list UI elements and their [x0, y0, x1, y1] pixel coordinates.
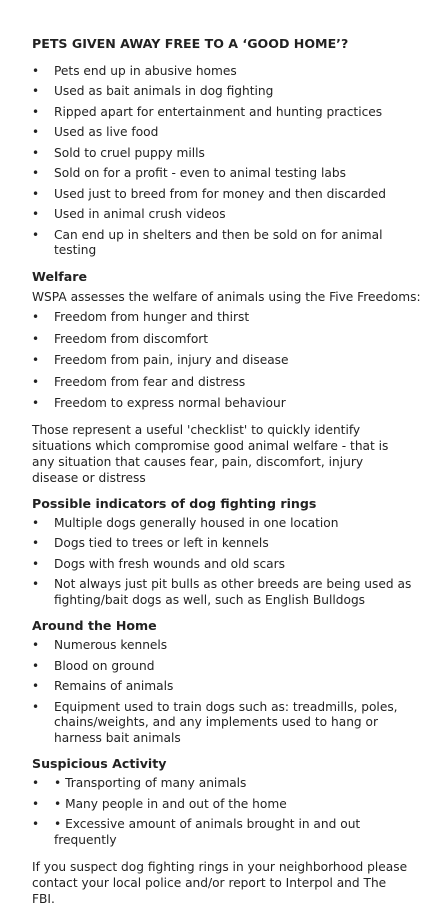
bullet-icon: • — [32, 556, 40, 571]
suspicious-list — [32, 776, 417, 848]
bullet-icon: • — [32, 817, 40, 832]
bullet-icon: • — [32, 207, 40, 222]
bullet-icon: • — [32, 577, 40, 592]
list-item: • Blood on ground — [32, 658, 155, 673]
list-item: • • Many people in and out of the home — [32, 796, 287, 811]
list-item: • Pets end up in abusive homes — [32, 64, 237, 78]
list-item: • Multiple dogs generally housed in one location — [32, 515, 339, 530]
bullet-icon: • — [32, 145, 40, 160]
page-title: PETS GIVEN AWAY FREE TO A ‘GOOD HOME’? — [32, 36, 349, 51]
bullet-icon: • — [32, 515, 40, 530]
bullet-icon: • — [32, 796, 40, 811]
bullet-icon: • — [32, 186, 40, 201]
list-item: • Freedom from discomfort — [32, 331, 209, 346]
list-item: • Not always just pit bulls as other breeds are being used as fighting/bait dogs as well, such as English Bulldogs — [32, 577, 412, 607]
bullet-icon: • — [32, 331, 40, 346]
list-item: • Dogs tied to trees or left in kennels — [32, 536, 269, 551]
bullet-icon: • — [32, 227, 40, 242]
footer-paragraph: If you suspect dog fighting rings in your neighborhood please contact your local police and/or report to Interpol and The FBI. — [32, 859, 408, 906]
list-item: • • Excessive amount of animals brought in and out frequently — [32, 817, 361, 848]
indicators-list — [32, 516, 417, 609]
bullet-icon: • — [32, 353, 40, 368]
bullet-icon: • — [32, 776, 40, 791]
home-list — [32, 638, 417, 746]
five-freedoms-list — [32, 310, 417, 412]
pets-fate-list — [32, 64, 417, 259]
list-item: • Used just to breed from for money and then discarded — [32, 186, 387, 201]
list-item: • Numerous kennels — [32, 638, 168, 653]
list-item: • Used in animal crush videos — [32, 207, 226, 222]
indicators-heading: Possible indicators of dog fighting rings — [32, 495, 317, 511]
bullet-icon: • — [32, 699, 40, 714]
list-item: • Dogs with fresh wounds and old scars — [32, 556, 285, 571]
list-item: • Ripped apart for entertainment and hunting practices — [32, 104, 383, 119]
list-item: • Sold on for a profit - even to animal testing labs — [32, 166, 346, 181]
list-item: • Freedom from fear and distress — [32, 374, 246, 389]
welfare-intro: WSPA assesses the welfare of animals using the Five Freedoms: — [32, 290, 421, 305]
list-item: • Freedom from hunger and thirst — [32, 310, 250, 325]
bullet-icon: • — [32, 125, 40, 140]
bullet-icon: • — [32, 679, 40, 694]
welfare-paragraph: Those represent a useful 'checklist' to quickly identify situations which compromise good animal welfare - that is any situation that causes fear, pain, discomfort, injury disease or distress — [32, 422, 389, 485]
list-item: • Freedom to express normal behaviour — [32, 396, 286, 410]
list-item: • Freedom from pain, injury and disease — [32, 353, 289, 368]
bullet-icon: • — [32, 638, 40, 653]
list-item: • Equipment used to train dogs such as: treadmills, poles, chains/weights, and any implements used to hang or harness bait animals — [32, 699, 398, 745]
bullet-icon: • — [32, 396, 40, 410]
list-item: • • Transporting of many animals — [32, 776, 247, 791]
bullet-icon: • — [32, 374, 40, 389]
list-item: • Remains of animals — [32, 679, 174, 694]
bullet-icon: • — [32, 658, 40, 673]
bullet-icon: • — [32, 84, 40, 99]
bullet-icon: • — [32, 310, 40, 325]
list-item: • Can end up in shelters and then be sold on for animal testing — [32, 227, 383, 258]
list-item: • Used as live food — [32, 125, 159, 140]
home-heading: Around the Home — [32, 618, 157, 634]
suspicious-heading: Suspicious Activity — [32, 756, 167, 772]
list-item: • Sold to cruel puppy mills — [32, 145, 205, 160]
bullet-icon: • — [32, 104, 40, 119]
bullet-icon: • — [32, 166, 40, 181]
welfare-heading: Welfare — [32, 269, 88, 285]
list-item: • Used as bait animals in dog fighting — [32, 84, 274, 99]
bullet-icon: • — [32, 536, 40, 551]
bullet-icon: • — [32, 64, 40, 78]
